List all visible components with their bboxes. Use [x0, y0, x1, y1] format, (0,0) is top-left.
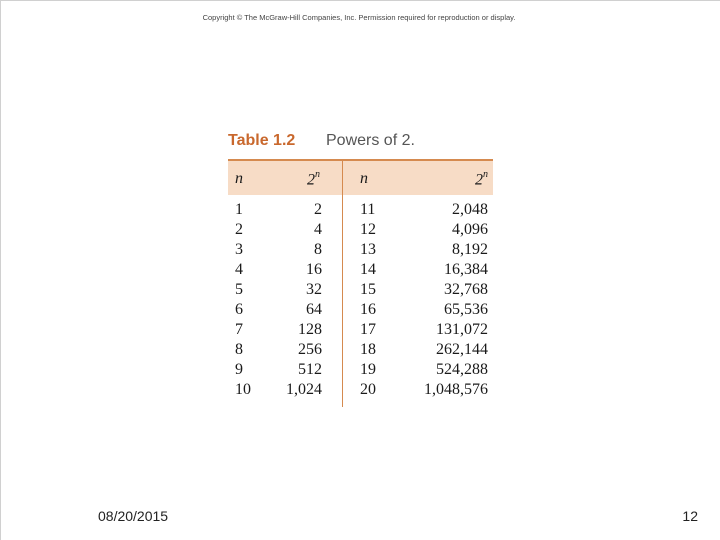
table-row: [228, 260, 493, 280]
cell-n-left: 2: [235, 221, 243, 238]
cell-n-left: 7: [235, 321, 243, 338]
cell-n-right: 18: [360, 341, 376, 358]
page-number: 12: [682, 508, 698, 524]
header-power-right-exp: n: [483, 169, 488, 180]
cell-n-left: 8: [235, 341, 243, 358]
header-power-left-exp: n: [315, 169, 320, 180]
table-body: [228, 200, 493, 400]
cell-n-left: 10: [235, 381, 251, 398]
cell-n-right: 13: [360, 241, 376, 258]
cell-power-right: 2,048: [452, 201, 488, 218]
cell-power-right: 8,192: [452, 241, 488, 258]
cell-power-right: 131,072: [436, 321, 488, 338]
cell-n-right: 17: [360, 321, 376, 338]
footer-date: 08/20/2015: [98, 508, 169, 524]
slide-border-top: [0, 0, 720, 1]
cell-power-right: 1,048,576: [424, 381, 488, 398]
header-n-left: n: [235, 170, 243, 187]
copyright-notice: Copyright © The McGraw-Hill Companies, Inc. Permission required for reproduction or display.: [202, 13, 516, 22]
table-row: [228, 380, 493, 400]
cell-n-left: 3: [235, 241, 243, 258]
table-row: [228, 320, 493, 340]
cell-n-left: 6: [235, 301, 243, 318]
cell-n-right: 11: [360, 201, 376, 218]
table-row: [228, 240, 493, 260]
header-power-right: [475, 170, 488, 189]
cell-power-right: 262,144: [436, 341, 488, 358]
header-power-left-base: 2: [307, 171, 315, 189]
cell-power-left: 4: [314, 221, 322, 238]
table-row: [228, 360, 493, 380]
header-power-right-base: 2: [475, 171, 483, 189]
table-label: Table 1.2: [228, 132, 296, 149]
cell-power-left: 64: [306, 301, 322, 318]
header-n-right: n: [360, 170, 368, 187]
table-row: [228, 340, 493, 360]
cell-power-right: 65,536: [444, 301, 488, 318]
cell-n-left: 1: [235, 201, 243, 218]
powers-of-two-table: [228, 126, 493, 398]
cell-n-left: 4: [235, 261, 243, 278]
table-header-row: [228, 159, 493, 195]
cell-n-right: 15: [360, 281, 376, 298]
cell-power-left: 1,024: [286, 381, 322, 398]
table-caption: Powers of 2.: [326, 132, 415, 149]
cell-n-left: 9: [235, 361, 243, 378]
cell-n-right: 14: [360, 261, 376, 278]
slide-border-left: [0, 0, 1, 540]
cell-n-right: 12: [360, 221, 376, 238]
cell-power-right: 4,096: [452, 221, 488, 238]
cell-power-right: 16,384: [444, 261, 488, 278]
cell-power-left: 128: [298, 321, 322, 338]
cell-n-right: 19: [360, 361, 376, 378]
table-title: [228, 126, 493, 156]
cell-n-left: 5: [235, 281, 243, 298]
cell-power-left: 16: [306, 261, 322, 278]
header-power-left: [307, 170, 320, 189]
table-row: [228, 200, 493, 220]
cell-power-left: 8: [314, 241, 322, 258]
cell-power-left: 512: [298, 361, 322, 378]
cell-power-right: 524,288: [436, 361, 488, 378]
cell-power-right: 32,768: [444, 281, 488, 298]
cell-power-left: 2: [314, 201, 322, 218]
cell-power-left: 32: [306, 281, 322, 298]
table-row: [228, 300, 493, 320]
cell-power-left: 256: [298, 341, 322, 358]
table-row: [228, 220, 493, 240]
table-row: [228, 280, 493, 300]
cell-n-right: 16: [360, 301, 376, 318]
cell-n-right: 20: [360, 381, 376, 398]
